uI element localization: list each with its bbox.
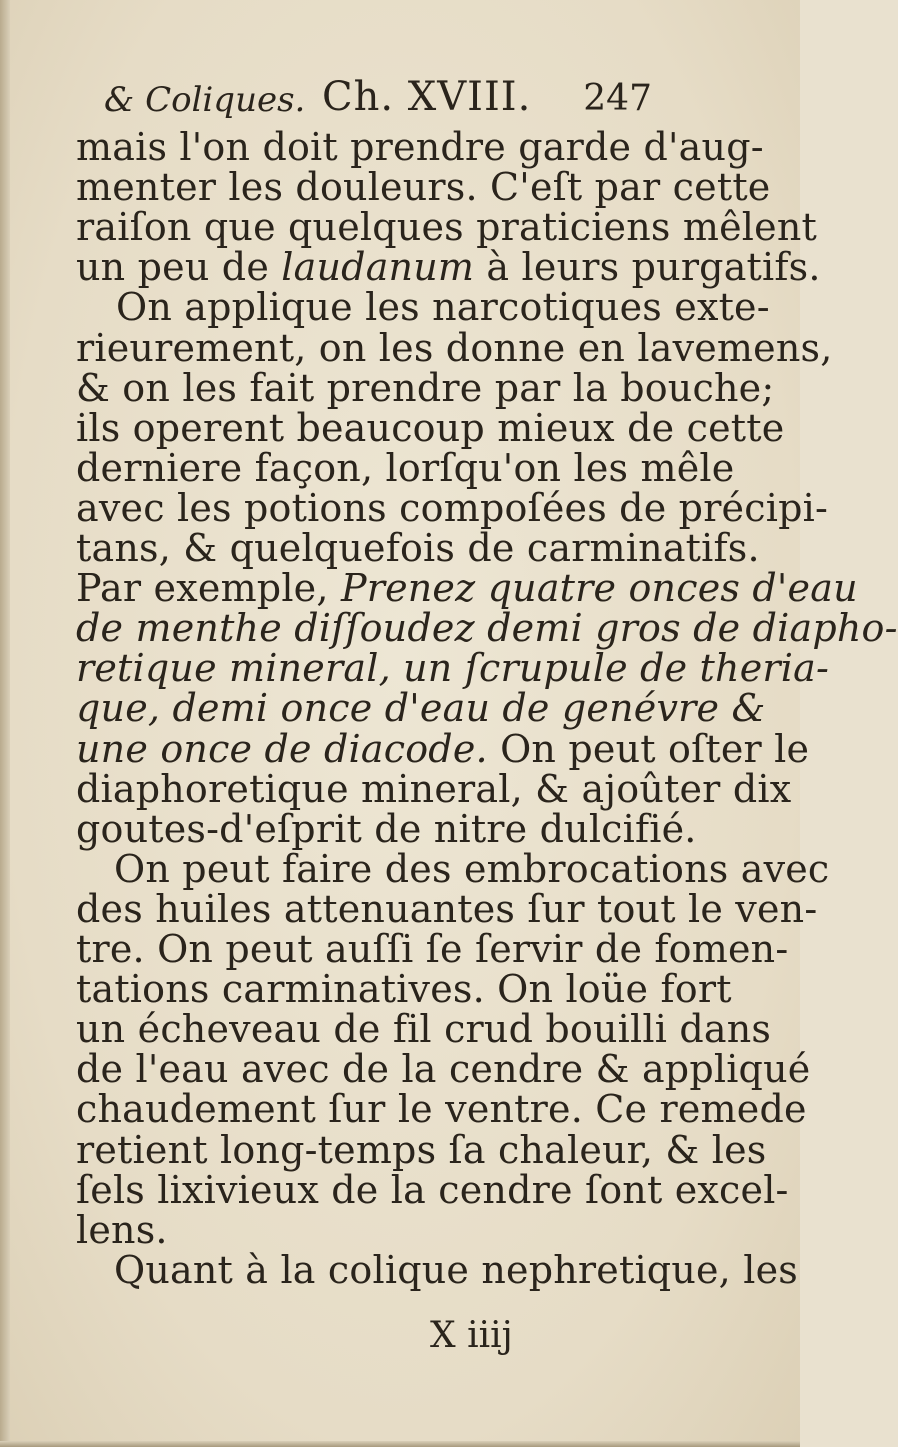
- text-line: raiſon que quelques praticiens mêlent: [76, 205, 817, 250]
- signature-mark: X iiij: [430, 1315, 513, 1356]
- italic-segment: Prenez quatre onces d'eau: [340, 566, 858, 611]
- italic-segment: laudanum: [281, 245, 475, 290]
- page-number: 247: [583, 78, 652, 119]
- text-line: ils operent beaucoup mieux de cette: [76, 405, 785, 450]
- text-line: menter les douleurs. C'eſt par cette: [76, 165, 771, 210]
- text-line: de l'eau avec de la cendre & appliqué: [76, 1047, 811, 1092]
- text-line: goutes-d'eſprit de nitre dulcifié.: [76, 806, 697, 851]
- text-line: derniere façon, lorſqu'on les mêle: [76, 445, 735, 490]
- text-line: [76, 646, 829, 691]
- text-line: [76, 686, 766, 731]
- text-line: avec les potions compoſées de précipi-: [76, 485, 828, 530]
- italic-segment: que, demi once d'eau de genévre &: [76, 686, 766, 731]
- text-line: tans, & quelquefois de carminatifs.: [76, 526, 760, 570]
- text-line: tations carminatives. On loüe fort: [76, 967, 732, 1012]
- text-line: Quant à la colique nephretique, les: [114, 1247, 798, 1292]
- text-line: mais l'on doit prendre garde d'aug-: [76, 125, 764, 169]
- text-line: [76, 245, 821, 290]
- text-segment: un peu de: [76, 245, 282, 290]
- text-line: rieurement, on les donne en lavemens,: [76, 325, 833, 370]
- text-segment: On peut oſter le: [487, 726, 810, 771]
- text-segment: Par exemple,: [76, 566, 341, 611]
- text-line: diaphoretique mineral, & ajoûter dix: [76, 766, 792, 811]
- text-line: On peut faire des embrocations avec: [114, 846, 830, 891]
- text-segment: à leurs purgatifs.: [474, 245, 821, 290]
- text-line: des huiles attenuantes ſur tout le ven-: [76, 886, 818, 931]
- text-line: [76, 566, 858, 611]
- italic-segment: retique mineral, un ſcrupule de theria-: [76, 646, 829, 691]
- text-line: On applique les narcotiques exte-: [116, 285, 770, 330]
- text-line: un écheveau de fil crud bouilli dans: [76, 1007, 772, 1052]
- text-line: ſels lixivieux de la cendre ſont excel-: [76, 1167, 789, 1212]
- text-line: tre. On peut auſſi ſe ſervir de fomen-: [76, 927, 789, 971]
- italic-segment: une once de diacode.: [76, 726, 488, 771]
- text-line: [76, 606, 898, 651]
- running-title: & Coliques.: [104, 80, 306, 120]
- italic-segment: de menthe diſſoudez demi gros de diapho-: [76, 606, 898, 651]
- text-line: & on les fait prendre par la bouche;: [76, 365, 775, 410]
- chapter-label: Ch. XVIII.: [322, 74, 532, 120]
- text-line: lens.: [76, 1207, 168, 1252]
- text-line: chaudement ſur le ventre. Ce remede: [76, 1087, 807, 1132]
- text-line: [76, 726, 810, 771]
- text-line: retient long-temps ſa chaleur, & les: [76, 1127, 767, 1172]
